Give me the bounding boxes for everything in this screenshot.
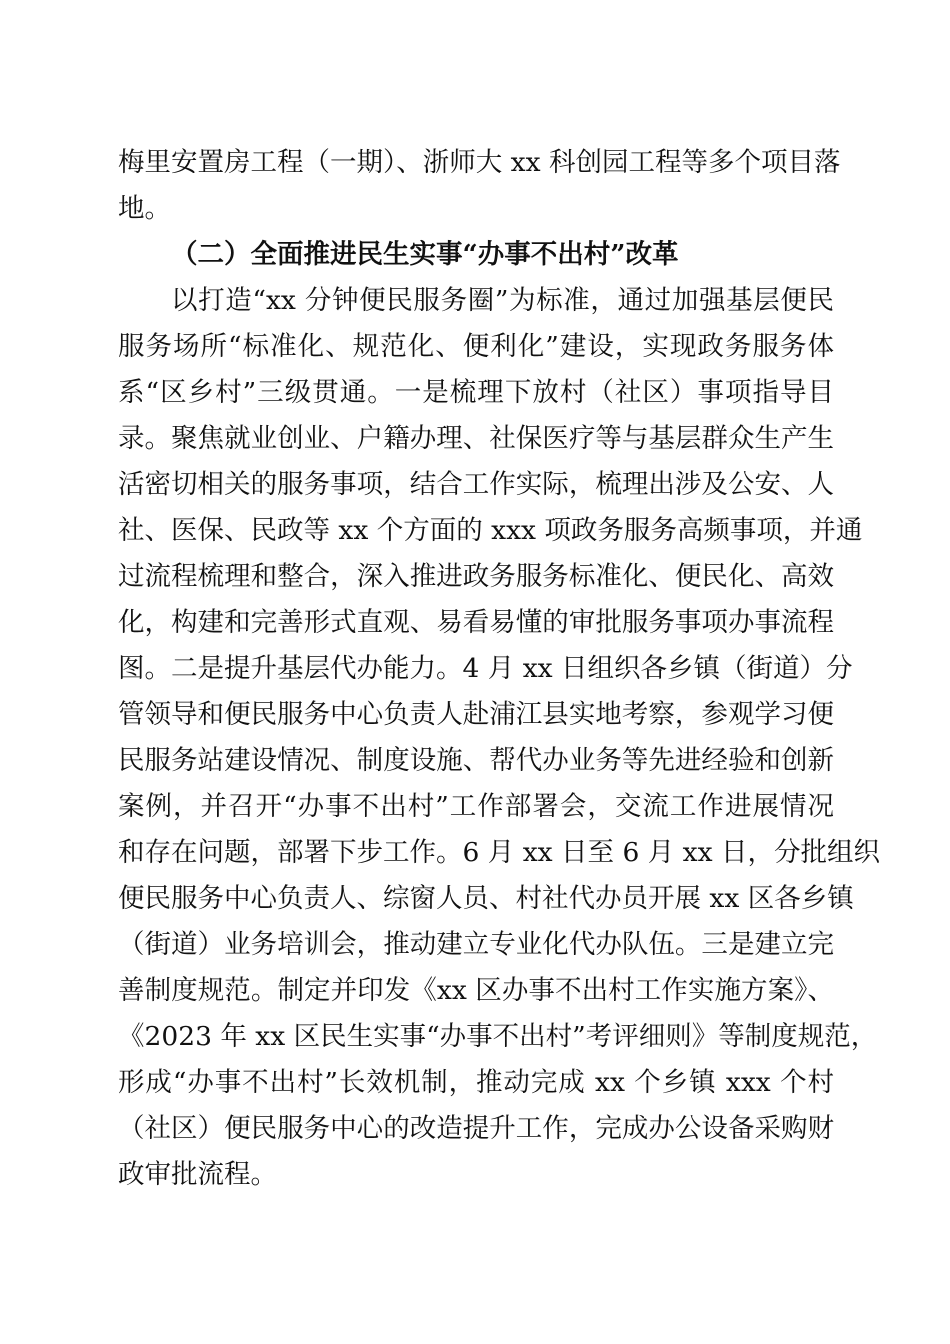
paragraph-line: 系“区乡村”三级贯通。一是梳理下放村（社区）事项指导目 — [118, 377, 834, 408]
paragraph-line: 《2023 年 xx 区民生实事“办事不出村”考评细则》等制度规范， — [118, 1021, 878, 1052]
paragraph-line: （街道）业务培训会，推动建立专业化代办队伍。三是建立完 — [118, 929, 834, 960]
paragraph-line: 案例，并召开“办事不出村”工作部署会，交流工作进展情况 — [118, 791, 834, 822]
text-line: 地。 — [118, 193, 171, 224]
paragraph-line: 过流程梳理和整合，深入推进政务服务标准化、便民化、高效 — [118, 561, 834, 592]
paragraph-line: 政审批流程。 — [118, 1159, 277, 1190]
paragraph-line: 社、医保、民政等 xx 个方面的 xxx 项政务服务高频事项，并通 — [118, 515, 863, 546]
paragraph-line: 便民服务中心负责人、综窗人员、村社代办员开展 xx 区各乡镇 — [118, 883, 854, 914]
paragraph-line: 管领导和便民服务中心负责人赴浦江县实地考察，参观学习便 — [118, 699, 834, 730]
paragraph-line: 化，构建和完善形式直观、易看易懂的审批服务事项办事流程 — [118, 607, 834, 638]
paragraph-line: 活密切相关的服务事项，结合工作实际，梳理出涉及公安、人 — [118, 469, 834, 500]
paragraph-line: 形成“办事不出村”长效机制，推动完成 xx 个乡镇 xxx 个村 — [118, 1067, 834, 1098]
paragraph-line: 和存在问题，部署下步工作。6 月 xx 日至 6 月 xx 日，分批组织 — [118, 837, 880, 868]
paragraph-line: 民服务站建设情况、制度设施、帮代办业务等先进经验和创新 — [118, 745, 834, 776]
paragraph-line: 以打造“xx 分钟便民服务圈”为标准，通过加强基层便民 — [171, 285, 834, 316]
paragraph-line: 服务场所“标准化、规范化、便利化”建设，实现政务服务体 — [118, 331, 834, 362]
document-body — [118, 140, 880, 1198]
paragraph-line: 图。二是提升基层代办能力。4 月 xx 日组织各乡镇（街道）分 — [118, 653, 853, 684]
paragraph-line: 录。聚焦就业创业、户籍办理、社保医疗等与基层群众生产生 — [118, 423, 834, 454]
paragraph-line: （社区）便民服务中心的改造提升工作，完成办公设备采购财 — [118, 1113, 834, 1144]
section-heading: （二）全面推进民生实事“办事不出村”改革 — [171, 239, 679, 270]
text-line: 梅里安置房工程（一期）、浙师大 xx 科创园工程等多个项目落 — [118, 147, 841, 178]
paragraph-line: 善制度规范。制定并印发《xx 区办事不出村工作实施方案》、 — [118, 975, 834, 1006]
